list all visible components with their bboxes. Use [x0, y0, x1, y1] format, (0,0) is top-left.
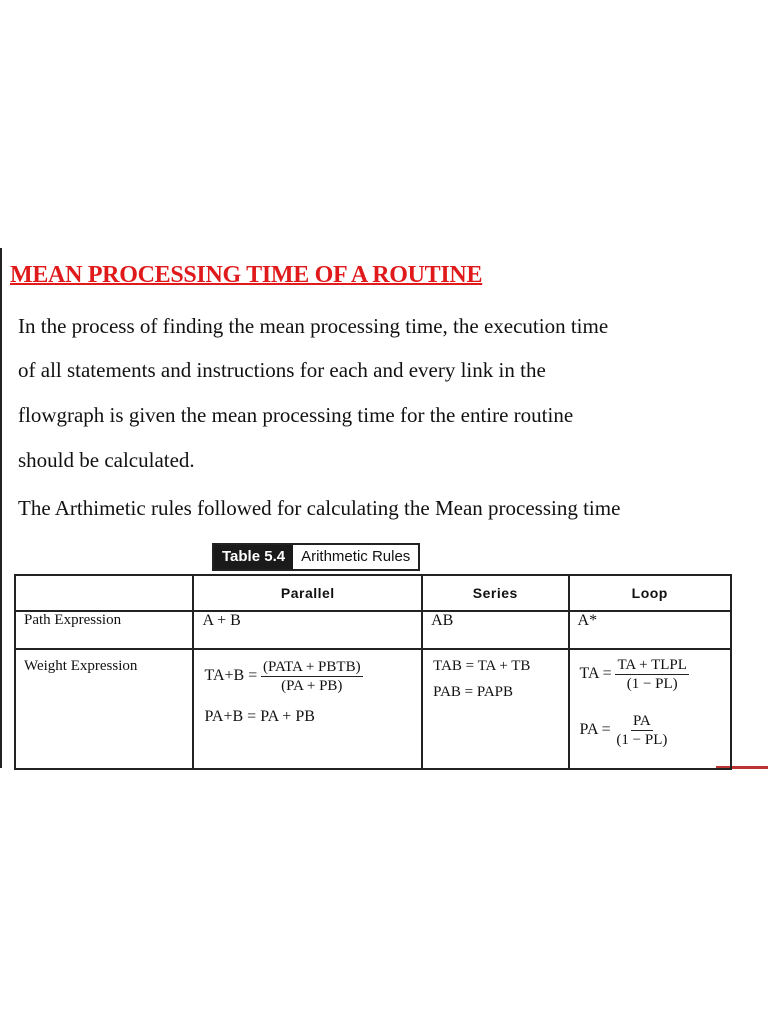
- paragraph-line-4: should be calculated.: [18, 448, 195, 472]
- header-empty: [15, 575, 193, 611]
- series-probability-formula: PAB = PAPB: [433, 684, 514, 700]
- series-time-formula: TAB = TA + TB: [433, 658, 531, 674]
- loop-probability-formula: PA = $\frac{PA}{(1 - PL)}$: [579, 713, 668, 748]
- header-loop: Loop: [569, 575, 731, 611]
- row-label-weight: Weight Expression: [15, 649, 193, 769]
- section-heading: MEAN PROCESSING TIME OF A ROUTINE: [10, 262, 483, 288]
- parallel-probability-formula: PA+B = PA + PB: [204, 708, 315, 725]
- header-series: Series: [422, 575, 568, 611]
- weight-series-cell: [422, 649, 568, 769]
- paragraph-line-2: of all statements and instructions for each and every link in the: [18, 358, 546, 382]
- table-caption: [212, 543, 420, 571]
- paragraph-line-3: flowgraph is given the mean processing time for the entire routine: [18, 403, 574, 427]
- table-number: Table 5.4: [214, 545, 293, 569]
- table-title: Arithmetic Rules: [293, 545, 418, 569]
- weight-expression-row: [15, 649, 731, 769]
- table-header-row: [15, 575, 731, 611]
- paragraph-line-5: The Arthimetic rules followed for calculating the Mean processing time: [18, 496, 621, 520]
- arithmetic-rules-table: [14, 574, 732, 770]
- row-label-path: Path Expression: [15, 611, 193, 649]
- path-expression-row: [15, 611, 731, 649]
- parallel-time-formula: TA+B = $\frac{\text{(PATA + PBTB)}}{(PA + PB)}$: [204, 659, 361, 694]
- paragraph-line-1: In the process of finding the mean processing time, the execution time: [18, 314, 609, 338]
- loop-time-formula: TA = $\frac{\text{TA + TLPL}}{(1 - PL)}$: [579, 657, 687, 692]
- path-parallel-cell: A + B: [193, 611, 422, 649]
- left-margin-rule: [0, 248, 2, 768]
- path-loop-cell: A*: [569, 611, 731, 649]
- path-series-cell: AB: [422, 611, 568, 649]
- weight-parallel-cell: [193, 649, 422, 769]
- weight-loop-cell: [569, 649, 731, 769]
- header-parallel: Parallel: [193, 575, 422, 611]
